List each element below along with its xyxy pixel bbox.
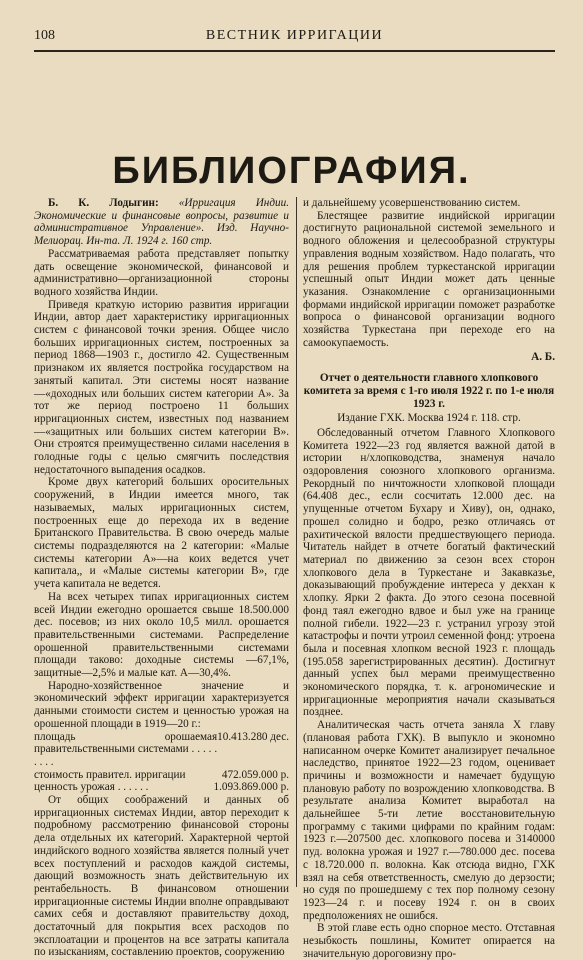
paragraph: Обследованный отчетом Главного Хлопкового Комитета 1922—23 год является важной датой в истории н/хлопководства, знаменуя начало оздоровления союзного хлопкового организма. Рекордный по ничтожности хлопковой площади (64.408 дес., если сосчитать 12.000 дес. на упущенные отчетом Бухару и Хиву), он, однако, прошел солидно и бодро, резко отличаясь от рахитической вялости предшествующего периода. Читатель найдет в отчете богатый фактический материал по движению за сезон всех сторон хлопкового дела в Туркестане и Закавказье, доказывающий пробуждение интереса у декхан к хлопку. Ярки 2 факта. До этого сезона посевной фонд таял ежегодно вдвое и был уже на границе полной гибели. 1922—23 г. устранил угрозу этой катастрофы и почти утроил семенной фонд: утроена была и посевная хлопком весной 1923 г. площадь (195.058 зарегистрированных десятин). Достигнут данный успех был мерами преимущественно экономического порядка, т. к. агрономические и ирригационные мероприятия начали сказываться позднее. [303, 426, 555, 719]
paragraph: Блестящее развитие индийской ирригации достигнуто рациональной системой земельного и водного обложения и целесообразной структуры управления водным хозяйством. Надо полагать, что для решения проблем туркестанской ирригации успешный опыт Индии может дать ценные указания. Ознакомление с организационными формами индийской ирригации поможет разработке вопроса о финансовой организации водного хозяйства Туркестана при переходе его на самоокупаемость. [303, 209, 555, 349]
paragraph: От общих соображений и данных об ирригационных системах Индии, автор переходит к подробному рассмотрению финансовой стороны дела отдельных их категорий. Характерной чертой индийского водного хозяйства является полный учет всех поступлений и расходов каждой системы, дающий возможность знать действительную их рентабельность. В финансовом отношении ирригационные системы Индии вполне оправдывают самих себя и доставляют правительству доход, достаточный для покрытия всех расходов по эксплоатации и процентов на все затраты капитала по изысканиям, составлению проектов, сооружению [34, 794, 289, 959]
review-signature: А. Б. [531, 351, 555, 364]
section-title: БИБЛИОГРАФИЯ. [112, 150, 471, 192]
stat-row: стоимость правител. ирригации 472.059.000 р. [34, 768, 289, 781]
page-number: 108 [34, 28, 55, 43]
review-reference [34, 197, 289, 248]
paragraph: Кроме двух категорий больших оросительных сооружений, в Индии имеется много, так называемых, малых ирригационных систем, построенных еще до перехода их в ведение Британского Правительства. В свою очередь малые системы подразделяются на 2 категории: «Малые системы категории А»—на коих ведется учет капитала,, и «Малые системы категории В», где учета капитала не ведется. [34, 476, 289, 591]
paragraph: Аналитическая часть отчета заняла X главу (плановая работа ГХК). В выпукло и экономно написанном очерке Комитет анализирует печальное наследство, принятое 1922—23 годом, оценивает причины и возможности и намечает будущую плановую работу по возрождению хлопководства. В результате анализа Комитет выработал на дальнейшее 5-ти летие восстановительную программу с такими цифрами по крайним годам: 1923 г.—207500 дес. хлопкового посева и 3140000 пуд. волокна урожая и 1927 г.—780.000 дес. посева с 18.720.000 п. волокна. Как отсюда видно, ГХК взял на себя ответственность, смелую до дерзости; но судя по прошедшему с тех пор полному сезону 1923—24 г. и посеву 1924 г. он в своих предположениях не ошибся. [303, 719, 555, 922]
review-source: Издание ГХК. Москва 1924 г. 118. стр. [337, 412, 521, 425]
review-work-title: «Ирригация Индии. Экономические и финансовые вопросы, развитие и административное Управление». Изд. Научно-Мелиорац. Ин-та. Л. 1924 г. 160 стр. [34, 197, 289, 248]
paragraph: Рассматриваемая работа представляет попытку дать освещение экономической, финансовой и административно—организационной стороны водного хозяйства Индии. [34, 247, 289, 298]
running-title: ВЕСТНИК ИРРИГАЦИИ [205, 28, 384, 43]
paragraph: Приведя краткую историю развития ирригации Индии, автор дает характеристику ирригационных систем с финансовой точки зрения. Общее число больших ирригационных систем, построенных за период 1868—1903 г., достигло 42. Существенным признаком их является постройка государством на занятый капитал. Эти системы носят название—«доходных или больших систем категории А». За тот же период построено 11 больших ирригационных систем, известных под названием—«защитных или больших систем категории В». Они строятся преимущественно силами населения в голодные годы с целью смягчить последствия недостаточного выпадения осадков. [34, 298, 289, 476]
review-heading: Отчет о деятельности главного хлопкового комитета за время с 1-го июля 1922 г. по 1-е июля 1923 г. [303, 372, 555, 410]
review-author: Б. К. Лодыгин: [48, 197, 159, 209]
paragraph-continuation: и дальнейшему усовершенствованию систем. [303, 197, 521, 209]
column-divider [296, 197, 297, 887]
paragraph: В этой главе есть одно спорное место. Отставная незыбкость пошлины, Комитет опирается на значительную дороговизну про- [303, 922, 555, 960]
left-column [34, 197, 289, 959]
header-rule [34, 50, 555, 52]
stat-row: ценность урожая . . . . . . 1.093.869.000 р. [34, 781, 289, 794]
right-column [303, 197, 555, 960]
stat-row: площадь орошаемая правительственными системами . . . . . . . . . 10.413.280 дес. [34, 730, 289, 768]
page-header [34, 28, 555, 50]
paragraph: На всех четырех типах ирригационных систем всей Индии ежегодно орошается свыше 18.500.000 дес. посевов; из них около 10,5 милл. орошается правительственными системами. Распределение орошенной правительственными системами площади таково: доходные системы —67,1%, защитные—2,5% и малые кат. А—30,4%. [34, 590, 289, 680]
paragraph: Народно-хозяйственное значение и экономический эффект ирригации характеризуется данными стоимости систем и ценностью урожая на орошенной площади в 1919—20 г.: [34, 679, 289, 730]
